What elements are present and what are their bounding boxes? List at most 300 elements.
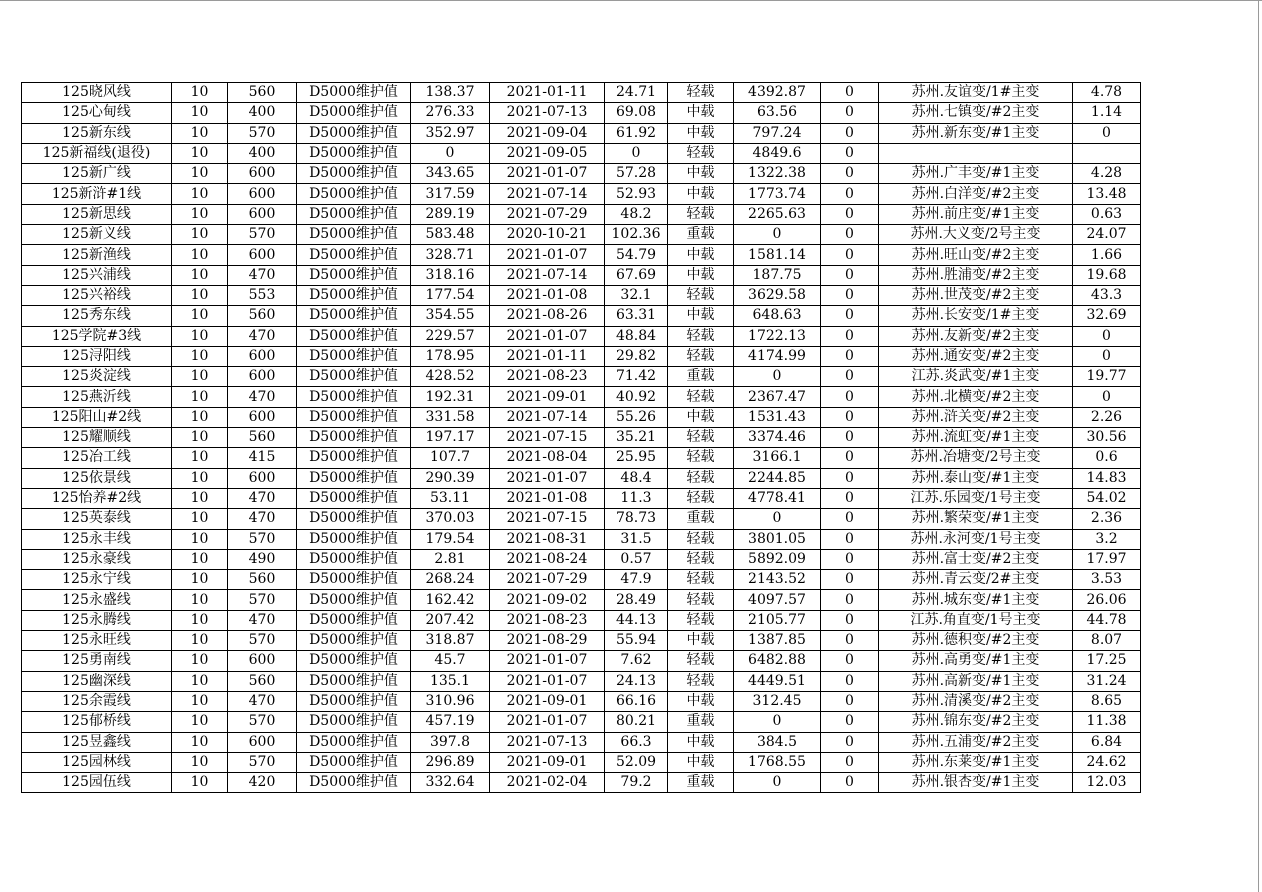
date-cell[interactable]: 2021-08-23	[490, 367, 605, 387]
current-cell[interactable]: 162.42	[411, 590, 490, 610]
zero-cell[interactable]: 0	[821, 103, 879, 123]
date-cell[interactable]: 2021-08-04	[490, 448, 605, 468]
ratio-cell[interactable]: 26.06	[1073, 590, 1141, 610]
zero-cell[interactable]: 0	[821, 570, 879, 590]
date-cell[interactable]: 2021-01-11	[490, 83, 605, 103]
load-status-cell[interactable]: 中载	[668, 306, 734, 326]
current-cell[interactable]: 332.64	[411, 773, 490, 793]
voltage-cell[interactable]: 10	[172, 610, 228, 630]
zero-cell[interactable]: 0	[821, 83, 879, 103]
date-cell[interactable]: 2021-01-07	[490, 468, 605, 488]
ratio-cell[interactable]: 44.78	[1073, 610, 1141, 630]
line-name-cell[interactable]: 125幽深线	[22, 671, 172, 691]
substation-cell[interactable]: 苏州.世茂变/#2主变	[879, 285, 1073, 305]
current-cell[interactable]: 135.1	[411, 671, 490, 691]
load-rate-cell[interactable]: 0.57	[605, 549, 668, 569]
load-status-cell[interactable]: 轻载	[668, 428, 734, 448]
capacity-cell[interactable]: 470	[228, 509, 297, 529]
load-rate-cell[interactable]: 57.28	[605, 164, 668, 184]
source-cell[interactable]: D5000维护值	[297, 164, 411, 184]
load-status-cell[interactable]: 中载	[668, 732, 734, 752]
load-status-cell[interactable]: 重载	[668, 225, 734, 245]
margin-cell[interactable]: 1322.38	[734, 164, 821, 184]
load-status-cell[interactable]: 中载	[668, 691, 734, 711]
source-cell[interactable]: D5000维护值	[297, 387, 411, 407]
source-cell[interactable]: D5000维护值	[297, 428, 411, 448]
current-cell[interactable]: 354.55	[411, 306, 490, 326]
line-name-cell[interactable]: 125永丰线	[22, 529, 172, 549]
substation-cell[interactable]: 苏州.长安变/1#主变	[879, 306, 1073, 326]
voltage-cell[interactable]: 10	[172, 265, 228, 285]
margin-cell[interactable]: 5892.09	[734, 549, 821, 569]
zero-cell[interactable]: 0	[821, 184, 879, 204]
date-cell[interactable]: 2021-07-29	[490, 204, 605, 224]
substation-cell[interactable]: 苏州.浒关变/#2主变	[879, 407, 1073, 427]
source-cell[interactable]: D5000维护值	[297, 143, 411, 163]
line-name-cell[interactable]: 125园林线	[22, 752, 172, 772]
substation-cell[interactable]: 苏州.富士变/#2主变	[879, 549, 1073, 569]
current-cell[interactable]: 2.81	[411, 549, 490, 569]
date-cell[interactable]: 2021-09-01	[490, 691, 605, 711]
capacity-cell[interactable]: 570	[228, 752, 297, 772]
load-status-cell[interactable]: 轻载	[668, 671, 734, 691]
capacity-cell[interactable]: 600	[228, 164, 297, 184]
line-name-cell[interactable]: 125郁桥线	[22, 712, 172, 732]
date-cell[interactable]: 2021-08-24	[490, 549, 605, 569]
voltage-cell[interactable]: 10	[172, 529, 228, 549]
load-status-cell[interactable]: 轻载	[668, 285, 734, 305]
current-cell[interactable]: 138.37	[411, 83, 490, 103]
current-cell[interactable]: 397.8	[411, 732, 490, 752]
load-rate-cell[interactable]: 63.31	[605, 306, 668, 326]
load-status-cell[interactable]: 轻载	[668, 488, 734, 508]
voltage-cell[interactable]: 10	[172, 285, 228, 305]
current-cell[interactable]: 318.87	[411, 631, 490, 651]
source-cell[interactable]: D5000维护值	[297, 671, 411, 691]
ratio-cell[interactable]: 11.38	[1073, 712, 1141, 732]
line-name-cell[interactable]: 125耀顺线	[22, 428, 172, 448]
capacity-cell[interactable]: 600	[228, 204, 297, 224]
zero-cell[interactable]: 0	[821, 529, 879, 549]
date-cell[interactable]: 2021-07-13	[490, 732, 605, 752]
current-cell[interactable]: 268.24	[411, 570, 490, 590]
source-cell[interactable]: D5000维护值	[297, 529, 411, 549]
voltage-cell[interactable]: 10	[172, 590, 228, 610]
source-cell[interactable]: D5000维护值	[297, 407, 411, 427]
current-cell[interactable]: 457.19	[411, 712, 490, 732]
load-status-cell[interactable]: 轻载	[668, 346, 734, 366]
line-name-cell[interactable]: 125燕沂线	[22, 387, 172, 407]
voltage-cell[interactable]: 10	[172, 326, 228, 346]
current-cell[interactable]: 179.54	[411, 529, 490, 549]
ratio-cell[interactable]: 43.3	[1073, 285, 1141, 305]
load-rate-cell[interactable]: 48.2	[605, 204, 668, 224]
substation-cell[interactable]: 苏州.城东变/#1主变	[879, 590, 1073, 610]
capacity-cell[interactable]: 560	[228, 671, 297, 691]
load-status-cell[interactable]: 重载	[668, 367, 734, 387]
voltage-cell[interactable]: 10	[172, 387, 228, 407]
source-cell[interactable]: D5000维护值	[297, 245, 411, 265]
line-name-cell[interactable]: 125晓风线	[22, 83, 172, 103]
line-name-cell[interactable]: 125阳山#2线	[22, 407, 172, 427]
ratio-cell[interactable]: 12.03	[1073, 773, 1141, 793]
date-cell[interactable]: 2021-07-14	[490, 265, 605, 285]
capacity-cell[interactable]: 400	[228, 103, 297, 123]
voltage-cell[interactable]: 10	[172, 570, 228, 590]
line-name-cell[interactable]: 125炎淀线	[22, 367, 172, 387]
current-cell[interactable]: 343.65	[411, 164, 490, 184]
current-cell[interactable]: 370.03	[411, 509, 490, 529]
source-cell[interactable]: D5000维护值	[297, 691, 411, 711]
ratio-cell[interactable]: 17.25	[1073, 651, 1141, 671]
load-rate-cell[interactable]: 25.95	[605, 448, 668, 468]
voltage-cell[interactable]: 10	[172, 691, 228, 711]
ratio-cell[interactable]: 0	[1073, 326, 1141, 346]
line-name-cell[interactable]: 125昱鑫线	[22, 732, 172, 752]
load-rate-cell[interactable]: 78.73	[605, 509, 668, 529]
capacity-cell[interactable]: 570	[228, 225, 297, 245]
voltage-cell[interactable]: 10	[172, 468, 228, 488]
load-rate-cell[interactable]: 31.5	[605, 529, 668, 549]
margin-cell[interactable]: 4097.57	[734, 590, 821, 610]
date-cell[interactable]: 2021-01-08	[490, 285, 605, 305]
zero-cell[interactable]: 0	[821, 143, 879, 163]
substation-cell[interactable]: 苏州.旺山变/#2主变	[879, 245, 1073, 265]
load-status-cell[interactable]: 轻载	[668, 549, 734, 569]
substation-cell[interactable]: 苏州.清溪变/#2主变	[879, 691, 1073, 711]
line-name-cell[interactable]: 125怡养#2线	[22, 488, 172, 508]
line-name-cell[interactable]: 125新东线	[22, 123, 172, 143]
substation-cell[interactable]	[879, 143, 1073, 163]
date-cell[interactable]: 2020-10-21	[490, 225, 605, 245]
margin-cell[interactable]: 0	[734, 225, 821, 245]
source-cell[interactable]: D5000维护值	[297, 123, 411, 143]
substation-cell[interactable]: 苏州.泰山变/#1主变	[879, 468, 1073, 488]
load-status-cell[interactable]: 中载	[668, 752, 734, 772]
voltage-cell[interactable]: 10	[172, 488, 228, 508]
ratio-cell[interactable]: 3.2	[1073, 529, 1141, 549]
line-name-cell[interactable]: 125兴裕线	[22, 285, 172, 305]
margin-cell[interactable]: 3166.1	[734, 448, 821, 468]
ratio-cell[interactable]: 19.68	[1073, 265, 1141, 285]
line-name-cell[interactable]: 125冶工线	[22, 448, 172, 468]
substation-cell[interactable]: 苏州.北横变/#2主变	[879, 387, 1073, 407]
margin-cell[interactable]: 4392.87	[734, 83, 821, 103]
current-cell[interactable]: 53.11	[411, 488, 490, 508]
date-cell[interactable]: 2021-07-14	[490, 184, 605, 204]
capacity-cell[interactable]: 600	[228, 245, 297, 265]
substation-cell[interactable]: 苏州.青云变/2#主变	[879, 570, 1073, 590]
voltage-cell[interactable]: 10	[172, 631, 228, 651]
line-name-cell[interactable]: 125永腾线	[22, 610, 172, 630]
substation-cell[interactable]: 苏州.通安变/#2主变	[879, 346, 1073, 366]
voltage-cell[interactable]: 10	[172, 346, 228, 366]
voltage-cell[interactable]: 10	[172, 143, 228, 163]
voltage-cell[interactable]: 10	[172, 407, 228, 427]
capacity-cell[interactable]: 600	[228, 732, 297, 752]
zero-cell[interactable]: 0	[821, 671, 879, 691]
current-cell[interactable]: 45.7	[411, 651, 490, 671]
ratio-cell[interactable]: 4.28	[1073, 164, 1141, 184]
current-cell[interactable]: 178.95	[411, 346, 490, 366]
load-rate-cell[interactable]: 7.62	[605, 651, 668, 671]
substation-cell[interactable]: 苏州.广丰变/#1主变	[879, 164, 1073, 184]
substation-cell[interactable]: 苏州.友谊变/1#主变	[879, 83, 1073, 103]
line-name-cell[interactable]: 125余霞线	[22, 691, 172, 711]
load-rate-cell[interactable]: 69.08	[605, 103, 668, 123]
date-cell[interactable]: 2021-07-14	[490, 407, 605, 427]
zero-cell[interactable]: 0	[821, 752, 879, 772]
source-cell[interactable]: D5000维护值	[297, 773, 411, 793]
voltage-cell[interactable]: 10	[172, 712, 228, 732]
date-cell[interactable]: 2021-07-15	[490, 509, 605, 529]
load-rate-cell[interactable]: 66.3	[605, 732, 668, 752]
margin-cell[interactable]: 1387.85	[734, 631, 821, 651]
voltage-cell[interactable]: 10	[172, 651, 228, 671]
load-rate-cell[interactable]: 61.92	[605, 123, 668, 143]
zero-cell[interactable]: 0	[821, 367, 879, 387]
line-name-cell[interactable]: 125新思线	[22, 204, 172, 224]
capacity-cell[interactable]: 560	[228, 570, 297, 590]
substation-cell[interactable]: 江苏.角直变/1号主变	[879, 610, 1073, 630]
line-name-cell[interactable]: 125永豪线	[22, 549, 172, 569]
capacity-cell[interactable]: 420	[228, 773, 297, 793]
ratio-cell[interactable]: 30.56	[1073, 428, 1141, 448]
load-rate-cell[interactable]: 47.9	[605, 570, 668, 590]
capacity-cell[interactable]: 470	[228, 387, 297, 407]
capacity-cell[interactable]: 470	[228, 326, 297, 346]
capacity-cell[interactable]: 600	[228, 407, 297, 427]
capacity-cell[interactable]: 570	[228, 529, 297, 549]
date-cell[interactable]: 2021-09-04	[490, 123, 605, 143]
margin-cell[interactable]: 384.5	[734, 732, 821, 752]
voltage-cell[interactable]: 10	[172, 204, 228, 224]
current-cell[interactable]: 290.39	[411, 468, 490, 488]
current-cell[interactable]: 229.57	[411, 326, 490, 346]
line-name-cell[interactable]: 125园伍线	[22, 773, 172, 793]
source-cell[interactable]: D5000维护值	[297, 184, 411, 204]
source-cell[interactable]: D5000维护值	[297, 225, 411, 245]
margin-cell[interactable]: 2244.85	[734, 468, 821, 488]
margin-cell[interactable]: 1531.43	[734, 407, 821, 427]
ratio-cell[interactable]: 0	[1073, 346, 1141, 366]
voltage-cell[interactable]: 10	[172, 509, 228, 529]
line-name-cell[interactable]: 125英泰线	[22, 509, 172, 529]
ratio-cell[interactable]: 0.6	[1073, 448, 1141, 468]
load-rate-cell[interactable]: 40.92	[605, 387, 668, 407]
zero-cell[interactable]: 0	[821, 326, 879, 346]
source-cell[interactable]: D5000维护值	[297, 306, 411, 326]
date-cell[interactable]: 2021-07-13	[490, 103, 605, 123]
current-cell[interactable]: 583.48	[411, 225, 490, 245]
zero-cell[interactable]: 0	[821, 448, 879, 468]
margin-cell[interactable]: 0	[734, 773, 821, 793]
current-cell[interactable]: 107.7	[411, 448, 490, 468]
substation-cell[interactable]: 苏州.繁荣变/#1主变	[879, 509, 1073, 529]
ratio-cell[interactable]: 8.65	[1073, 691, 1141, 711]
load-status-cell[interactable]: 重载	[668, 509, 734, 529]
load-rate-cell[interactable]: 55.94	[605, 631, 668, 651]
load-status-cell[interactable]: 重载	[668, 712, 734, 732]
load-status-cell[interactable]: 轻载	[668, 651, 734, 671]
date-cell[interactable]: 2021-01-07	[490, 326, 605, 346]
substation-cell[interactable]: 江苏.乐园变/1号主变	[879, 488, 1073, 508]
voltage-cell[interactable]: 10	[172, 245, 228, 265]
line-name-cell[interactable]: 125新渔线	[22, 245, 172, 265]
voltage-cell[interactable]: 10	[172, 164, 228, 184]
load-rate-cell[interactable]: 28.49	[605, 590, 668, 610]
margin-cell[interactable]: 4174.99	[734, 346, 821, 366]
load-rate-cell[interactable]: 32.1	[605, 285, 668, 305]
capacity-cell[interactable]: 415	[228, 448, 297, 468]
ratio-cell[interactable]: 6.84	[1073, 732, 1141, 752]
line-name-cell[interactable]: 125浔阳线	[22, 346, 172, 366]
source-cell[interactable]: D5000维护值	[297, 549, 411, 569]
zero-cell[interactable]: 0	[821, 651, 879, 671]
voltage-cell[interactable]: 10	[172, 103, 228, 123]
current-cell[interactable]: 289.19	[411, 204, 490, 224]
margin-cell[interactable]: 2143.52	[734, 570, 821, 590]
zero-cell[interactable]: 0	[821, 712, 879, 732]
zero-cell[interactable]: 0	[821, 590, 879, 610]
zero-cell[interactable]: 0	[821, 245, 879, 265]
source-cell[interactable]: D5000维护值	[297, 570, 411, 590]
current-cell[interactable]: 318.16	[411, 265, 490, 285]
zero-cell[interactable]: 0	[821, 123, 879, 143]
date-cell[interactable]: 2021-07-15	[490, 428, 605, 448]
ratio-cell[interactable]: 0	[1073, 387, 1141, 407]
current-cell[interactable]: 317.59	[411, 184, 490, 204]
margin-cell[interactable]: 312.45	[734, 691, 821, 711]
ratio-cell[interactable]: 8.07	[1073, 631, 1141, 651]
margin-cell[interactable]: 4849.6	[734, 143, 821, 163]
current-cell[interactable]: 197.17	[411, 428, 490, 448]
load-status-cell[interactable]: 中载	[668, 631, 734, 651]
date-cell[interactable]: 2021-01-07	[490, 245, 605, 265]
load-rate-cell[interactable]: 44.13	[605, 610, 668, 630]
margin-cell[interactable]: 187.75	[734, 265, 821, 285]
source-cell[interactable]: D5000维护值	[297, 83, 411, 103]
source-cell[interactable]: D5000维护值	[297, 448, 411, 468]
zero-cell[interactable]: 0	[821, 549, 879, 569]
ratio-cell[interactable]: 24.07	[1073, 225, 1141, 245]
date-cell[interactable]: 2021-01-07	[490, 671, 605, 691]
date-cell[interactable]: 2021-08-26	[490, 306, 605, 326]
ratio-cell[interactable]: 14.83	[1073, 468, 1141, 488]
capacity-cell[interactable]: 570	[228, 712, 297, 732]
ratio-cell[interactable]: 1.66	[1073, 245, 1141, 265]
ratio-cell[interactable]: 0.63	[1073, 204, 1141, 224]
load-rate-cell[interactable]: 0	[605, 143, 668, 163]
line-name-cell[interactable]: 125勇南线	[22, 651, 172, 671]
load-status-cell[interactable]: 轻载	[668, 143, 734, 163]
margin-cell[interactable]: 1768.55	[734, 752, 821, 772]
current-cell[interactable]: 296.89	[411, 752, 490, 772]
zero-cell[interactable]: 0	[821, 509, 879, 529]
load-status-cell[interactable]: 轻载	[668, 83, 734, 103]
current-cell[interactable]: 331.58	[411, 407, 490, 427]
ratio-cell[interactable]: 19.77	[1073, 367, 1141, 387]
date-cell[interactable]: 2021-01-07	[490, 712, 605, 732]
margin-cell[interactable]: 3374.46	[734, 428, 821, 448]
margin-cell[interactable]: 0	[734, 367, 821, 387]
voltage-cell[interactable]: 10	[172, 428, 228, 448]
voltage-cell[interactable]: 10	[172, 671, 228, 691]
load-status-cell[interactable]: 轻载	[668, 610, 734, 630]
substation-cell[interactable]: 苏州.东莱变/#1主变	[879, 752, 1073, 772]
substation-cell[interactable]: 苏州.新东变/#1主变	[879, 123, 1073, 143]
source-cell[interactable]: D5000维护值	[297, 590, 411, 610]
source-cell[interactable]: D5000维护值	[297, 631, 411, 651]
load-rate-cell[interactable]: 11.3	[605, 488, 668, 508]
load-rate-cell[interactable]: 48.4	[605, 468, 668, 488]
line-name-cell[interactable]: 125永宁线	[22, 570, 172, 590]
substation-cell[interactable]: 苏州.胜浦变/#2主变	[879, 265, 1073, 285]
load-rate-cell[interactable]: 52.93	[605, 184, 668, 204]
voltage-cell[interactable]: 10	[172, 549, 228, 569]
ratio-cell[interactable]: 2.36	[1073, 509, 1141, 529]
load-status-cell[interactable]: 重载	[668, 773, 734, 793]
load-status-cell[interactable]: 中载	[668, 407, 734, 427]
date-cell[interactable]: 2021-01-07	[490, 651, 605, 671]
capacity-cell[interactable]: 560	[228, 428, 297, 448]
zero-cell[interactable]: 0	[821, 285, 879, 305]
substation-cell[interactable]: 江苏.炎武变/#1主变	[879, 367, 1073, 387]
source-cell[interactable]: D5000维护值	[297, 610, 411, 630]
load-rate-cell[interactable]: 24.71	[605, 83, 668, 103]
current-cell[interactable]: 352.97	[411, 123, 490, 143]
capacity-cell[interactable]: 570	[228, 123, 297, 143]
ratio-cell[interactable]: 54.02	[1073, 488, 1141, 508]
current-cell[interactable]: 428.52	[411, 367, 490, 387]
voltage-cell[interactable]: 10	[172, 184, 228, 204]
margin-cell[interactable]: 2265.63	[734, 204, 821, 224]
capacity-cell[interactable]: 470	[228, 488, 297, 508]
voltage-cell[interactable]: 10	[172, 306, 228, 326]
source-cell[interactable]: D5000维护值	[297, 367, 411, 387]
source-cell[interactable]: D5000维护值	[297, 326, 411, 346]
capacity-cell[interactable]: 400	[228, 143, 297, 163]
date-cell[interactable]: 2021-08-23	[490, 610, 605, 630]
load-rate-cell[interactable]: 67.69	[605, 265, 668, 285]
capacity-cell[interactable]: 490	[228, 549, 297, 569]
source-cell[interactable]: D5000维护值	[297, 752, 411, 772]
source-cell[interactable]: D5000维护值	[297, 732, 411, 752]
load-status-cell[interactable]: 中载	[668, 103, 734, 123]
substation-cell[interactable]: 苏州.银杏变/#1主变	[879, 773, 1073, 793]
voltage-cell[interactable]: 10	[172, 448, 228, 468]
load-status-cell[interactable]: 轻载	[668, 326, 734, 346]
capacity-cell[interactable]: 600	[228, 651, 297, 671]
ratio-cell[interactable]: 3.53	[1073, 570, 1141, 590]
margin-cell[interactable]: 4778.41	[734, 488, 821, 508]
zero-cell[interactable]: 0	[821, 306, 879, 326]
load-status-cell[interactable]: 轻载	[668, 448, 734, 468]
source-cell[interactable]: D5000维护值	[297, 204, 411, 224]
source-cell[interactable]: D5000维护值	[297, 468, 411, 488]
margin-cell[interactable]: 0	[734, 712, 821, 732]
zero-cell[interactable]: 0	[821, 610, 879, 630]
load-status-cell[interactable]: 轻载	[668, 570, 734, 590]
substation-cell[interactable]: 苏州.五浦变/#2主变	[879, 732, 1073, 752]
zero-cell[interactable]: 0	[821, 732, 879, 752]
zero-cell[interactable]: 0	[821, 773, 879, 793]
capacity-cell[interactable]: 470	[228, 265, 297, 285]
line-name-cell[interactable]: 125兴浦线	[22, 265, 172, 285]
current-cell[interactable]: 192.31	[411, 387, 490, 407]
line-name-cell[interactable]: 125永旺线	[22, 631, 172, 651]
margin-cell[interactable]: 797.24	[734, 123, 821, 143]
